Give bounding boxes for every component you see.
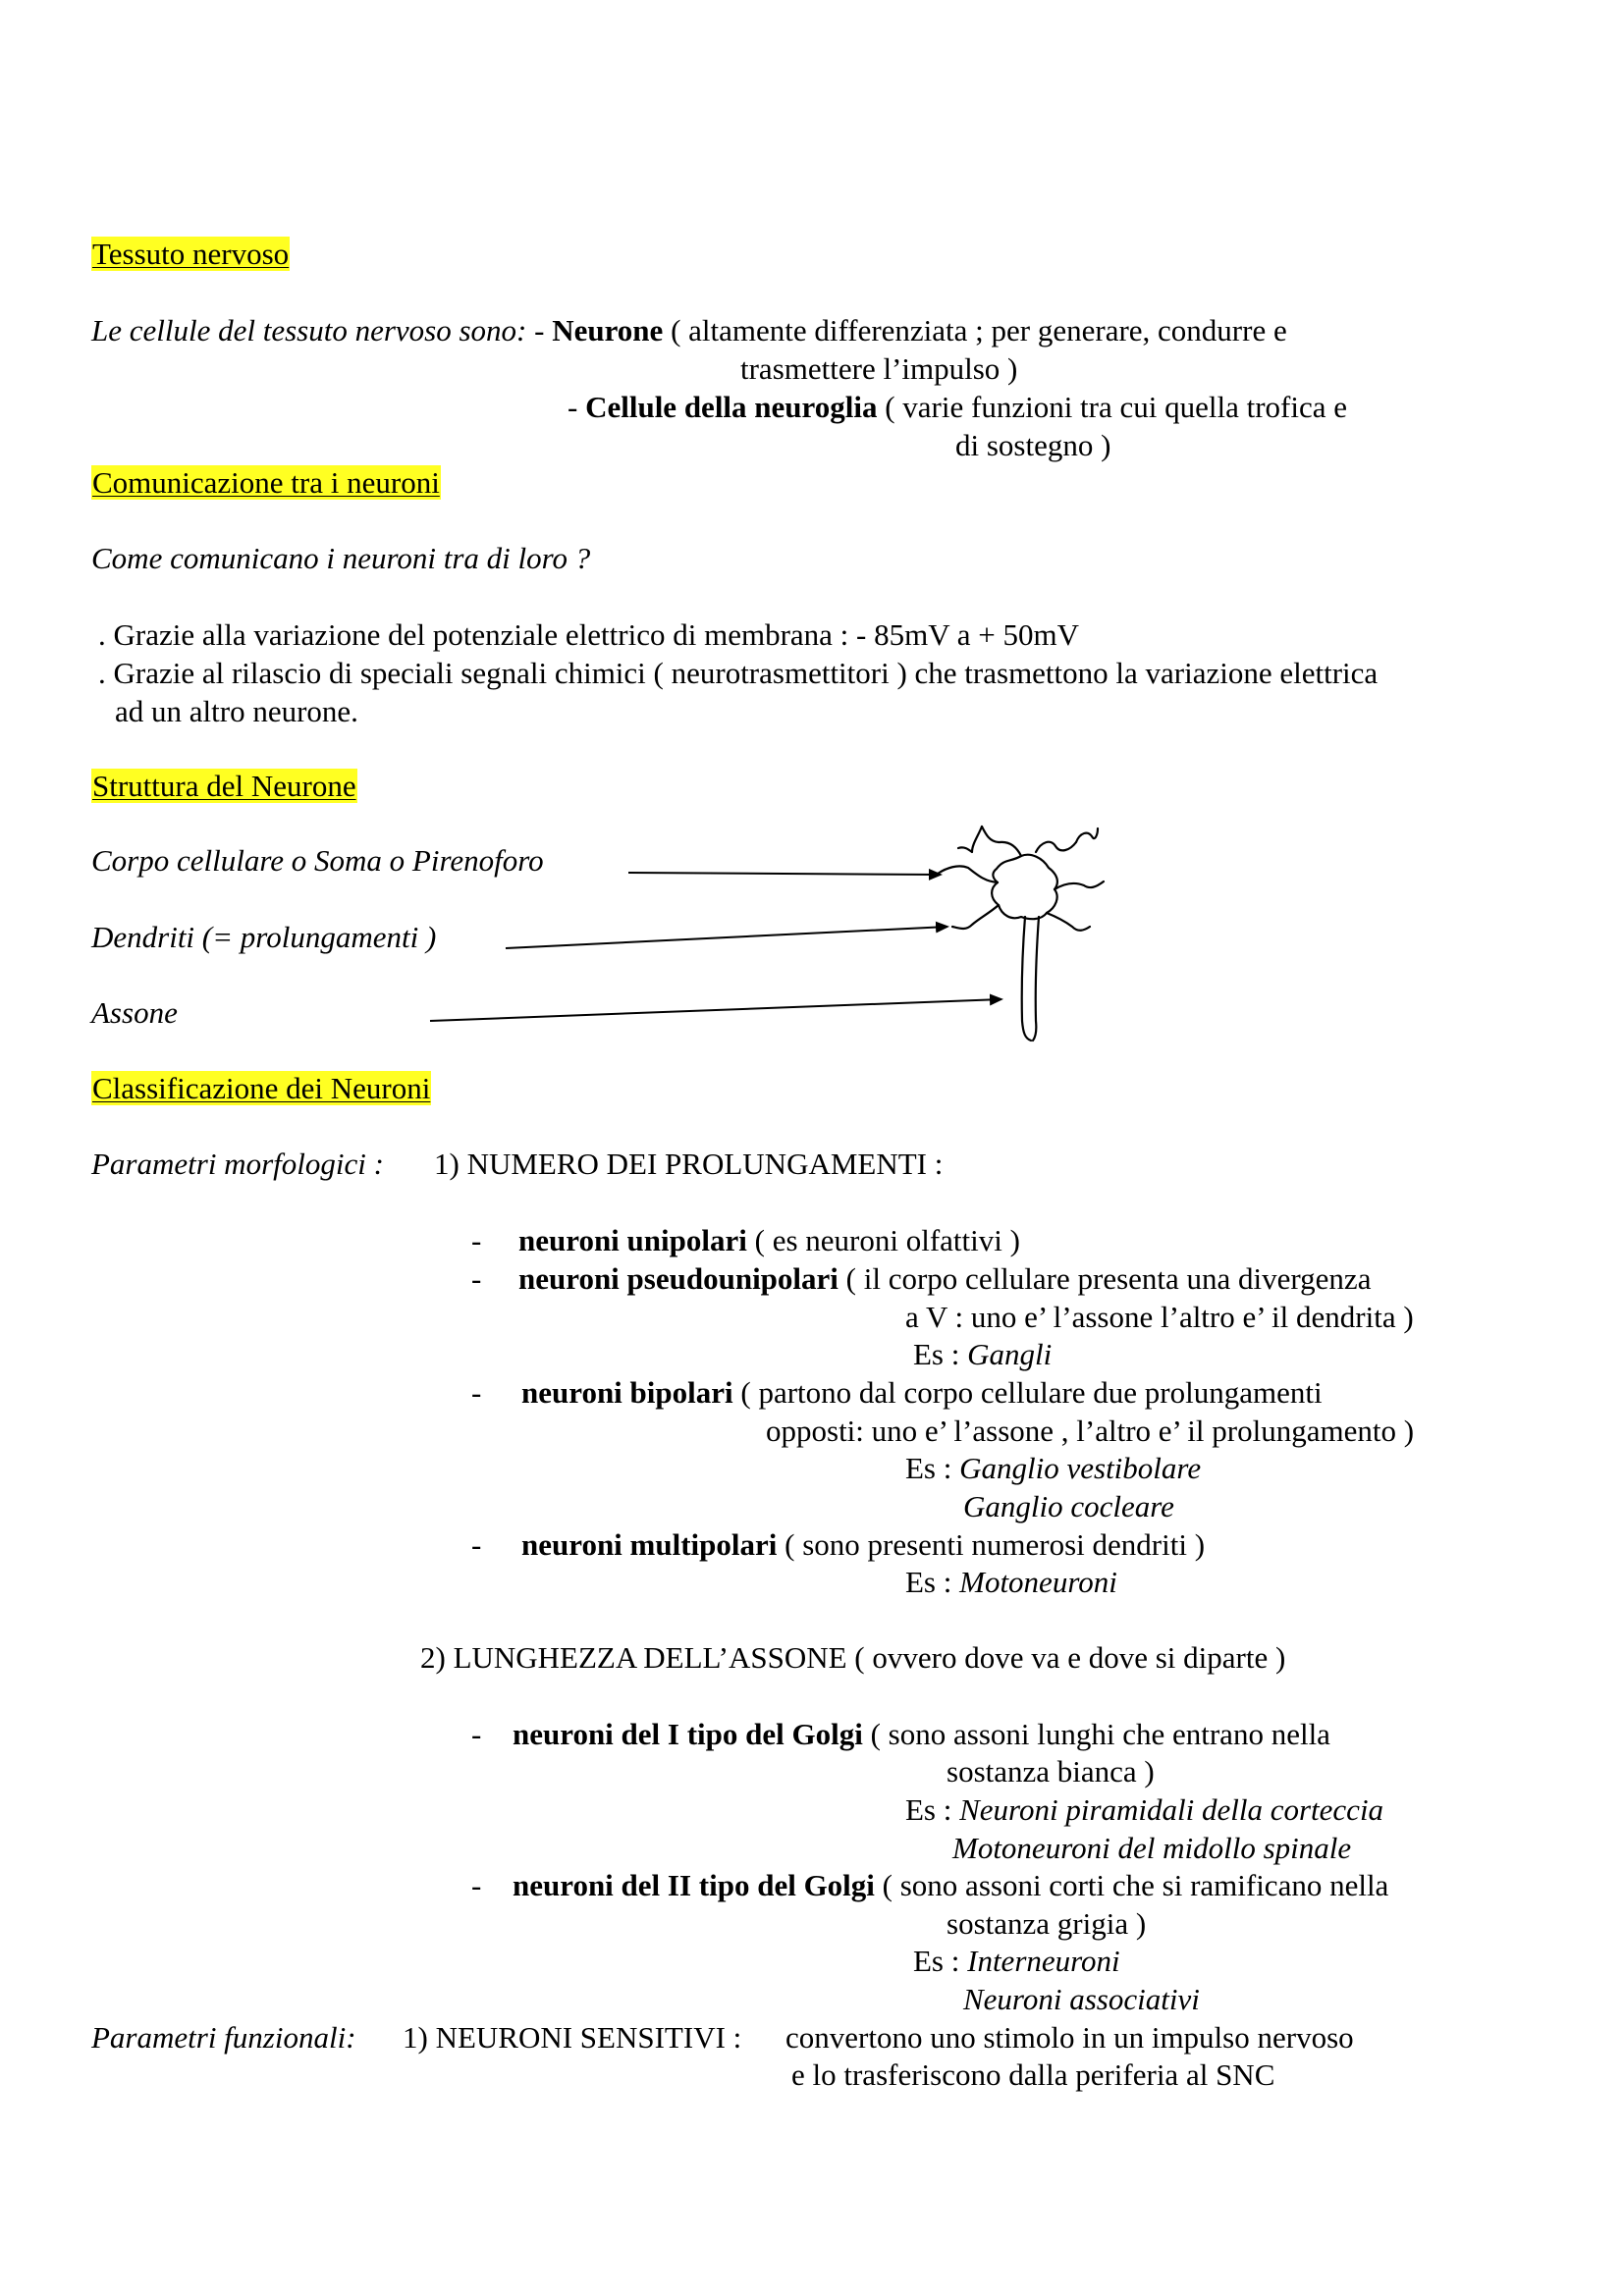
- golgi-2-desc-2: sostanza grigia ): [947, 1906, 1147, 1941]
- bipolari-es-1: Es : Ganglio vestibolare: [905, 1451, 1202, 1485]
- struttura-dendriti-label: Dendriti (= prolungamenti ): [91, 920, 437, 954]
- neuron-sketch: [938, 827, 1104, 1041]
- pseudounipolari-item: neuroni pseudounipolari ( il corpo cellulare presenta una divergenza: [518, 1261, 1372, 1296]
- bullet-dash: -: [471, 1375, 482, 1410]
- funzionali-desc-2: e lo trasferiscono dalla periferia al SNC: [791, 2057, 1275, 2092]
- bipolari-desc-2: opposti: uno e’ l’assone , l’altro e’ il prolungamento ): [766, 1414, 1415, 1448]
- comunicazione-question: Come comunicano i neuroni tra di loro ?: [91, 541, 591, 575]
- intro-line-1: Le cellule del tessuto nervoso sono: - Neurone ( altamente differenziata ; per generare, condurre e: [91, 313, 1287, 347]
- bullet-dash: -: [471, 1261, 482, 1296]
- struttura-corpo-label: Corpo cellulare o Soma o Pirenoforo: [91, 843, 544, 878]
- multipolari-item: neuroni multipolari ( sono presenti numerosi dendriti ): [521, 1527, 1206, 1562]
- golgi-1-item: neuroni del I tipo del Golgi ( sono assoni lunghi che entrano nella: [513, 1717, 1330, 1751]
- intro-line-2: trasmettere l’impulso ): [740, 351, 1018, 386]
- funzionali-desc-1: convertono uno stimolo in un impulso nervoso: [785, 2020, 1354, 2055]
- section-title-classificazione: Classificazione dei Neuroni: [92, 1071, 431, 1105]
- intro-line-4: di sostegno ): [955, 428, 1111, 462]
- pseudounipolari-desc-2: a V : uno e’ l’assone l’altro e’ il dendrita ): [905, 1300, 1414, 1334]
- section-title-comunicazione: Comunicazione tra i neuroni: [92, 465, 440, 500]
- morfologici-heading-1: 1) NUMERO DEI PROLUNGAMENTI :: [434, 1147, 944, 1181]
- bullet-dash: -: [471, 1527, 482, 1562]
- golgi-1-es-1: Es : Neuroni piramidali della corteccia: [905, 1792, 1384, 1827]
- golgi-1-es-2: Motoneuroni del midollo spinale: [952, 1831, 1352, 1865]
- section-title-struttura: Struttura del Neurone: [92, 769, 356, 803]
- morfologici-label: Parametri morfologici :: [91, 1147, 384, 1181]
- comunicazione-point-1: . Grazie alla variazione del potenziale elettrico di membrana : - 85mV a + 50mV: [98, 617, 1080, 652]
- multipolari-es: Es : Motoneuroni: [905, 1565, 1117, 1599]
- funzionali-label: Parametri funzionali:: [91, 2020, 356, 2055]
- arrow-dendriti: [506, 927, 947, 948]
- intro-line-3: - Cellule della neuroglia ( varie funzioni tra cui quella trofica e: [568, 390, 1348, 424]
- arrow-corpo: [628, 873, 941, 875]
- morfologici-heading-2: 2) LUNGHEZZA DELL’ASSONE ( ovvero dove va e dove si diparte ): [420, 1640, 1286, 1675]
- pseudounipolari-es: Es : Gangli: [913, 1337, 1053, 1371]
- bullet-dash: -: [471, 1717, 482, 1751]
- unipolari-item: neuroni unipolari ( es neuroni olfattivi ): [518, 1223, 1020, 1257]
- struttura-assone-label: Assone: [91, 995, 178, 1030]
- bullet-dash: -: [471, 1868, 482, 1902]
- arrow-assone: [430, 999, 1001, 1021]
- bullet-dash: -: [471, 1223, 482, 1257]
- golgi-2-item: neuroni del II tipo del Golgi ( sono assoni corti che si ramificano nella: [513, 1868, 1389, 1902]
- section-title-tessuto: Tessuto nervoso: [92, 237, 290, 271]
- funzionali-heading-1: 1) NEURONI SENSITIVI :: [403, 2020, 742, 2055]
- bipolari-item: neuroni bipolari ( partono dal corpo cellulare due prolungamenti: [521, 1375, 1323, 1410]
- golgi-2-es-1: Es : Interneuroni: [913, 1944, 1120, 1978]
- golgi-1-desc-2: sostanza bianca ): [947, 1754, 1155, 1789]
- bipolari-es-2: Ganglio cocleare: [963, 1489, 1174, 1523]
- comunicazione-point-2: . Grazie al rilascio di speciali segnali chimici ( neurotrasmettitori ) che trasmettono la variazione elettrica: [98, 656, 1379, 690]
- comunicazione-point-2b: ad un altro neurone.: [115, 694, 358, 728]
- golgi-2-es-2: Neuroni associativi: [963, 1982, 1200, 2016]
